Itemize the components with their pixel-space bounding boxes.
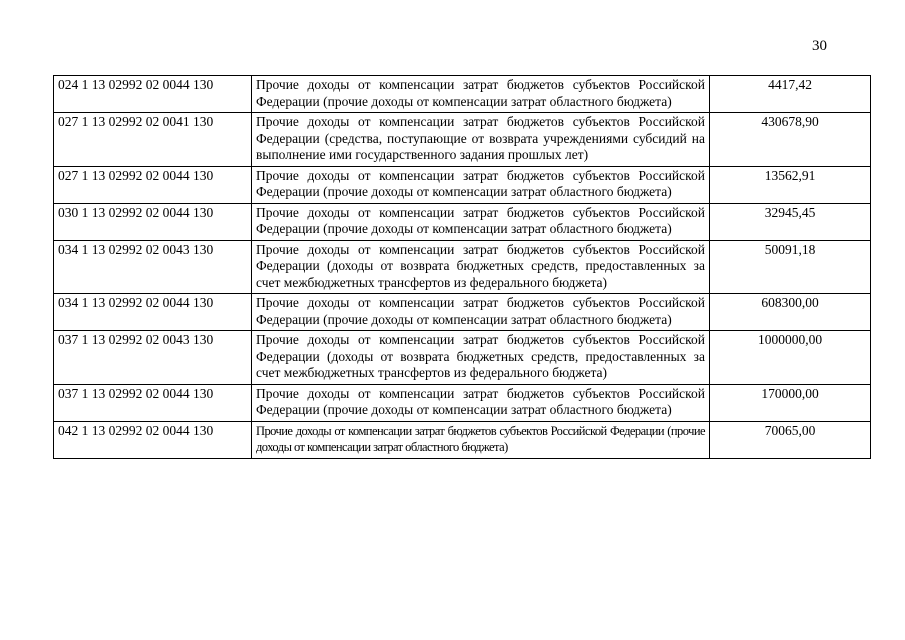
budget-classification-code: 034 1 13 02992 02 0043 130 bbox=[54, 240, 252, 294]
revenue-amount: 70065,00 bbox=[710, 421, 871, 458]
revenue-description: Прочие доходы от компенсации затрат бюджетов субъектов Российской Федерации (прочие доходы от компенсации затрат областного бюджета) bbox=[252, 421, 710, 458]
budget-classification-code: 030 1 13 02992 02 0044 130 bbox=[54, 203, 252, 240]
budget-classification-code: 042 1 13 02992 02 0044 130 bbox=[54, 421, 252, 458]
revenue-amount: 13562,91 bbox=[710, 166, 871, 203]
revenue-amount: 170000,00 bbox=[710, 384, 871, 421]
budget-revenue-table bbox=[53, 75, 871, 459]
budget-classification-code: 037 1 13 02992 02 0044 130 bbox=[54, 384, 252, 421]
revenue-description: Прочие доходы от компенсации затрат бюджетов субъектов Российской Федерации (прочие доходы от компенсации затрат областного бюджета) bbox=[252, 294, 710, 331]
budget-classification-code: 037 1 13 02992 02 0043 130 bbox=[54, 331, 252, 385]
revenue-description: Прочие доходы от компенсации затрат бюджетов субъектов Российской Федерации (доходы от возврата бюджетных средств, предоставленных за счет межбюджетных трансфертов из федерального бюджета) bbox=[252, 331, 710, 385]
table-row bbox=[54, 421, 871, 458]
revenue-description: Прочие доходы от компенсации затрат бюджетов субъектов Российской Федерации (доходы от возврата бюджетных средств, предоставленных за счет межбюджетных трансфертов из федерального бюджета) bbox=[252, 240, 710, 294]
revenue-amount: 430678,90 bbox=[710, 113, 871, 167]
revenue-amount: 608300,00 bbox=[710, 294, 871, 331]
revenue-description: Прочие доходы от компенсации затрат бюджетов субъектов Российской Федерации (прочие доходы от компенсации затрат областного бюджета) bbox=[252, 76, 710, 113]
revenue-amount: 32945,45 bbox=[710, 203, 871, 240]
revenue-description: Прочие доходы от компенсации затрат бюджетов субъектов Российской Федерации (средства, поступающие от возврата учреждениями субсидий на выполнение ими государственного задания прошлых лет) bbox=[252, 113, 710, 167]
table-row bbox=[54, 294, 871, 331]
budget-classification-code: 024 1 13 02992 02 0044 130 bbox=[54, 76, 252, 113]
revenue-amount: 4417,42 bbox=[710, 76, 871, 113]
table-row bbox=[54, 166, 871, 203]
budget-classification-code: 027 1 13 02992 02 0041 130 bbox=[54, 113, 252, 167]
table-row bbox=[54, 203, 871, 240]
revenue-description: Прочие доходы от компенсации затрат бюджетов субъектов Российской Федерации (прочие доходы от компенсации затрат областного бюджета) bbox=[252, 166, 710, 203]
revenue-description: Прочие доходы от компенсации затрат бюджетов субъектов Российской Федерации (прочие доходы от компенсации затрат областного бюджета) bbox=[252, 384, 710, 421]
revenue-description: Прочие доходы от компенсации затрат бюджетов субъектов Российской Федерации (прочие доходы от компенсации затрат областного бюджета) bbox=[252, 203, 710, 240]
revenue-amount: 1000000,00 bbox=[710, 331, 871, 385]
page-number: 30 bbox=[812, 38, 827, 54]
table-row bbox=[54, 240, 871, 294]
table-row bbox=[54, 113, 871, 167]
table-row bbox=[54, 76, 871, 113]
table-row bbox=[54, 331, 871, 385]
budget-classification-code: 027 1 13 02992 02 0044 130 bbox=[54, 166, 252, 203]
budget-classification-code: 034 1 13 02992 02 0044 130 bbox=[54, 294, 252, 331]
revenue-amount: 50091,18 bbox=[710, 240, 871, 294]
table-row bbox=[54, 384, 871, 421]
